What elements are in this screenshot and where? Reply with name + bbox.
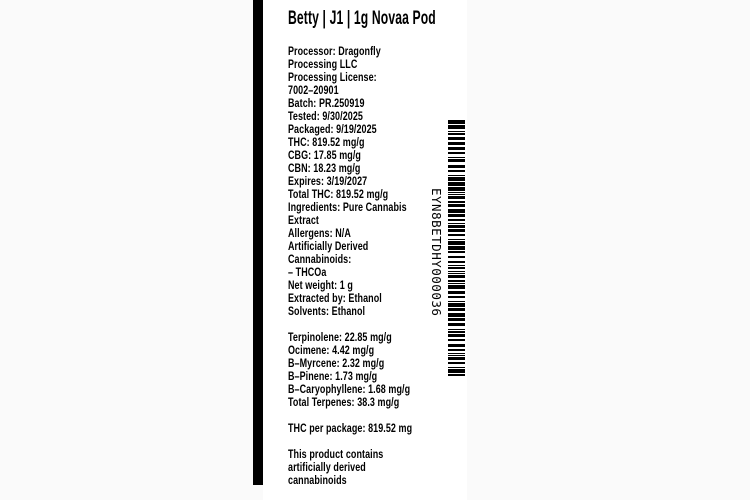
label-line: Expires: 3/19/2027 [288,176,368,188]
barcode-bar [448,313,465,317]
section-artificial-warning [288,449,633,488]
barcode-bar [448,275,465,278]
barcode-bar [448,157,465,158]
barcode-bar [448,170,465,172]
product-title: Betty | J1 | 1g Novaa Pod [288,8,436,29]
label-line: Total THC: 819.52 mg/g [288,189,389,201]
barcode-bar [448,142,465,145]
label-line: Ocimene: 4.42 mg/g [288,345,375,357]
label-line: Net weight: 1 g [288,280,353,292]
label-line: THC: 819.52 mg/g [288,137,365,149]
barcode-bar [448,251,465,253]
barcode-bar [448,147,465,150]
barcode-bar [448,344,465,347]
barcode-bar [448,131,465,132]
label-edge-bar [253,0,263,485]
barcode-bar [448,120,465,124]
barcode-bar [448,137,465,140]
label-line: Artificially Derived [288,241,369,253]
label-line: Extracted by: Ethanol [288,293,382,305]
barcode-bar [448,331,465,333]
barcode-bar [448,374,465,376]
label-line: Tested: 9/30/2025 [288,111,363,123]
label-line: Ingredients: Pure Cannabis [288,202,407,214]
barcode [448,120,465,385]
barcode-bar [448,353,465,354]
barcode-bar [448,303,465,307]
label-line: Batch: PR.250919 [288,98,365,110]
barcode-text: EYN8BETDHY000036 [429,188,444,317]
barcode-bar [448,265,465,266]
label-panel [263,0,467,500]
barcode-bar [448,291,465,294]
barcode-bar [448,239,465,240]
barcode-bar [448,182,465,186]
section-thc-per-package [288,423,633,436]
barcode-bar [448,323,465,326]
label-line: artificially derived [288,462,366,474]
barcode-bar [448,175,465,176]
barcode-bar [448,267,465,269]
barcode-bar [448,280,465,282]
label-line: B–Caryophyllene: 1.68 mg/g [288,384,411,396]
label-line: Terpinolene: 22.85 mg/g [288,332,392,344]
barcode-bar [448,152,465,154]
label-line: Cannabinoids: [288,254,352,266]
label-line: Total Terpenes: 38.3 mg/g [288,397,400,409]
barcode-bar [448,204,465,207]
barcode-bar [448,273,465,274]
barcode-bar [448,196,465,199]
barcode-bar [448,308,465,311]
barcode-bar [448,223,465,224]
barcode-bar [448,225,465,228]
barcode-bar [448,334,465,337]
barcode-bar [448,355,465,356]
barcode-bar [448,256,465,258]
barcode-bar [448,362,465,364]
barcode-bar [448,271,465,272]
label-line: CBG: 17.85 mg/g [288,150,361,162]
label-line: cannabinoids [288,475,347,487]
barcode-bar [448,125,465,129]
barcode-bar [448,194,465,195]
label-line: B–Pinene: 1.73 mg/g [288,371,378,383]
barcode-bar [448,339,465,341]
barcode-bar [448,241,465,245]
label-line: Processor: Dragonfly [288,46,381,58]
label-line: CBN: 18.23 mg/g [288,163,361,175]
barcode-bar [448,187,465,191]
label-line: B–Myrcene: 2.32 mg/g [288,358,385,370]
barcode-bar [448,219,465,221]
barcode-bar [448,229,465,232]
barcode-bar [448,159,465,162]
barcode-bar [448,165,465,168]
barcode-bar [448,285,465,289]
label-line: THC per package: 819.52 mg [288,423,413,435]
barcode-bar [448,369,465,373]
label-line: Processing LLC [288,59,358,71]
barcode-bar [448,318,465,321]
barcode-bar [448,246,465,250]
barcode-bar [448,296,465,298]
barcode-bar [448,234,465,236]
barcode-bar [448,301,465,302]
label-content [288,8,548,500]
label-line: Allergens: N/A [288,228,351,240]
label-line: Solvents: Ethanol [288,306,366,318]
barcode-bar [448,177,465,181]
label-line: Extract [288,215,319,227]
barcode-bar [448,329,465,330]
barcode-bar [448,349,465,351]
label-line: Processing License: [288,72,377,84]
label-line: – THCOa [288,267,327,279]
barcode-bar [448,209,465,213]
barcode-bar [448,214,465,217]
label-line: This product contains [288,449,384,461]
label-line: 7002–20901 [288,85,339,97]
label-line: Packaged: 9/19/2025 [288,124,377,136]
barcode-bar [448,283,465,284]
barcode-bar [448,201,465,203]
barcode-bar [448,367,465,368]
barcode-bar [448,133,465,135]
barcode-bar [448,192,465,193]
barcode-bar [448,261,465,263]
barcode-bar [448,357,465,360]
